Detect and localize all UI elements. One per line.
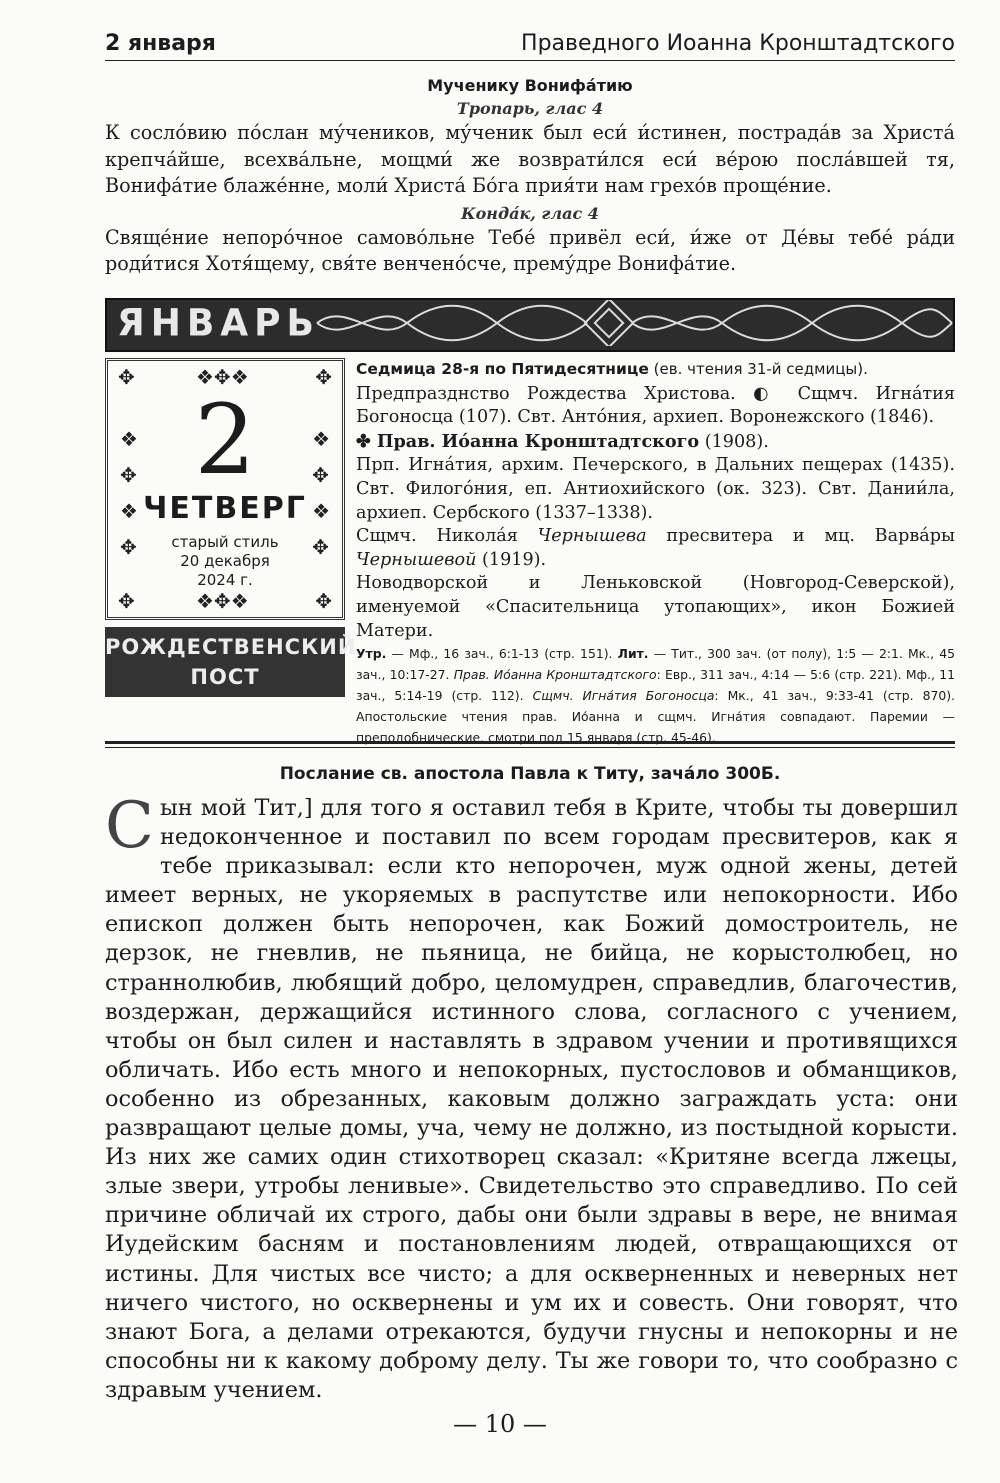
section-rule-thin xyxy=(105,747,955,748)
old-style-label: старый стиль xyxy=(171,533,279,551)
main-saint: Прав. Ио́анна Кронштадтского xyxy=(370,430,700,452)
great-feast-icon: ✤ xyxy=(356,430,371,452)
john-label: Прав. Ио́анна Кронштадтского xyxy=(453,667,657,683)
week-title: Седмица 28-я по Пятидесятнице xyxy=(356,360,649,378)
feast-rank-icon: ◐ xyxy=(753,382,781,404)
header-date: 2 января xyxy=(105,31,216,56)
side-ornament-icon: ❖ ✥ ❖ ✥ xyxy=(312,427,330,559)
corner-ornament-icon: ✥ xyxy=(118,365,135,389)
kontakion-text: Свяще́ние непоро́чное самово́льне Тебе́ привёл еси́, и́же от Де́вы тебе́ ра́ди роди́тися Хотя́щему, свя́те венчено́сче, прему́дре Вонифа́тие. xyxy=(105,225,955,275)
saints-list xyxy=(356,358,955,748)
side-ornament-icon: ❖ ✥ ❖ ✥ xyxy=(120,427,138,559)
drop-cap: С xyxy=(105,789,154,863)
saints-line-1 xyxy=(356,382,955,430)
old-style-date xyxy=(108,533,342,590)
month-banner xyxy=(105,298,955,352)
fast-line2: ПОСТ xyxy=(190,665,260,689)
day-number: 2 xyxy=(194,384,256,496)
matins-label: Утр. xyxy=(356,646,387,662)
epistle-text: ын мой Тит,] для того я оставил тебя в Крите, чтобы ты довершил недоконченное и поставил по всем городам пресвитеров, как я тебе приказывал: если кто непорочен, муж одной жены, детей имеет верных, не укоряемых в распутстве или непокорности. Ибо епископ должен быть непорочен, как Божий домостроитель, не дерзок, не гневлив, не пьяница, не бийца, не корыстолюбец, но страннолюбив, любящий добро, целомудрен, справедлив, благочестив, воздержан, держащийся истинного слова, согласного с учением, чтобы он был силен и наставлять в здравом учении и противящихся обличать. Ибо есть много и непокорных, пустословов и обманщиков, особенно из обрезанных, каковым должно заграждать уста: они развращают целые домы, уча, чему не должно, из постыдной корысти. Из них же самих один стихотворец сказал: «Критяне всегда лжецы, злые звери, утробы ленивые». Свидетельство это справедливо. По сей причине обличай их строго, дабы они были здравы в вере, не внимая Иудейским басням и постановлениям людей, отвращающихся от истины. Для чистых все чисто; а для оскверненных и неверных нет ничего чистого, но осквернены и ум их и совесть. Они говорят, что знают Бога, а делами отрекаются, будучи гнусны и непокорны и не способны ни к какому доброму делу. Ты же говори то, что сообразно с здравым учением. xyxy=(105,795,958,1403)
corner-ornament-icon: ✥ xyxy=(315,365,332,389)
troparion-label: Тропарь, глас 4 xyxy=(456,99,604,118)
ignatius-label: Сщмч. Игна́тия Богоносца xyxy=(532,688,715,704)
saints-line-2 xyxy=(356,430,955,455)
running-header xyxy=(105,22,955,56)
liturgy-reading: — Тит., 300 зач. (от полу), 1:5 — 2:1. Мк., 45 зач., 10:17-27. xyxy=(356,646,955,683)
saint-barbara: пресвитера и мц. Варва́ры xyxy=(646,526,955,547)
epistle-body xyxy=(105,789,958,1405)
weekday: ЧЕТВЕРГ xyxy=(143,491,307,526)
hymns-title: Мученику Вонифа́тию xyxy=(427,76,633,95)
knot-ornament xyxy=(307,300,955,346)
header-rule xyxy=(105,60,955,61)
month-title: ЯНВАРЬ xyxy=(117,301,320,346)
hymns-section xyxy=(105,76,955,278)
corner-ornament-icon: ✥ xyxy=(118,589,135,613)
ignatius-reading: : Мк., 41 зач., 9:33-41 (стр. 870). Апостольские чтения прав. Ио́анна и сщмч. Игна́тия совпадают. Паремии — преподобнические, смотри под 15 января (стр. 45-46). xyxy=(356,688,955,746)
fast-badge xyxy=(105,627,357,697)
john-reading: : Евр., 311 зач., 4:14 — 5:6 (стр. 221). Мф., 11 зач., 5:14-19 (стр. 112). xyxy=(356,667,955,704)
surname-1: Чернышева xyxy=(537,526,647,547)
old-style-day: 20 декабря xyxy=(180,552,270,570)
epistle-title: Послание св. апостола Павла к Титу, зача́ло 300Б. xyxy=(279,764,781,784)
week-note: (ев. чтения 31-й седмицы). xyxy=(648,360,868,378)
year-1919: (1919). xyxy=(476,549,547,570)
troparion-text: К сосло́вию по́слан му́чеников, му́ченик был еси́ и́стинен, пострада́в за Христа́ крепча́йше, всехва́льне, мощми́ же возврати́лся еси́ ве́рою посла́вшей тя, Вонифа́тие блаже́нне, моли́ Христа́ Бо́га прия́ти нам грехо́в проще́ние. xyxy=(105,121,955,197)
matins-reading: — Мф., 16 зач., 6:1-13 (стр. 151). xyxy=(386,646,618,662)
knot-ornament-icon: ❖✥❖ xyxy=(196,589,249,613)
corner-ornament-icon: ✥ xyxy=(315,589,332,613)
saints-line-4 xyxy=(356,525,955,572)
saints-line-3: Прп. Игна́тия, архим. Печерского, в Дальних пещерах (1435). Свт. Филого́ния, еп. Антиохийского (ок. 323). Свт. Дании́ла, архиеп. Сербского (1337–1338). xyxy=(356,455,955,523)
surname-2: Чернышевой xyxy=(356,549,477,570)
saint-nicholas: Сщмч. Никола́я xyxy=(356,526,538,547)
main-saint-year: (1908). xyxy=(699,431,769,452)
page-number: — 10 — xyxy=(453,1410,547,1438)
forefeast-text: Предпразднство Рождества Христова. xyxy=(356,383,754,404)
saints-line-5: Новодворской и Леньковской (Новгород-Северской), именуемой «Спасительница утопающих», икон Божией Матери. xyxy=(356,573,955,641)
section-rule-thick xyxy=(105,741,955,744)
old-style-year: 2024 г. xyxy=(197,571,253,589)
kontakion-label: Конда́к, глас 4 xyxy=(461,203,599,223)
header-title: Праведного Иоанна Кронштадтского xyxy=(521,31,955,56)
saints-text-1: Сщмч. Игна́тия Богоносца (107). Свт. Анто́ния, архиеп. Воронежского (1846). xyxy=(356,383,955,428)
liturgy-label: Лит. xyxy=(617,646,649,662)
fast-line1: РОЖДЕСТВЕНСКИЙ xyxy=(105,635,357,659)
knot-ornament-icon: ❖✥❖ xyxy=(196,365,249,389)
week-info xyxy=(356,358,955,382)
date-box xyxy=(105,358,345,620)
readings xyxy=(356,643,955,748)
